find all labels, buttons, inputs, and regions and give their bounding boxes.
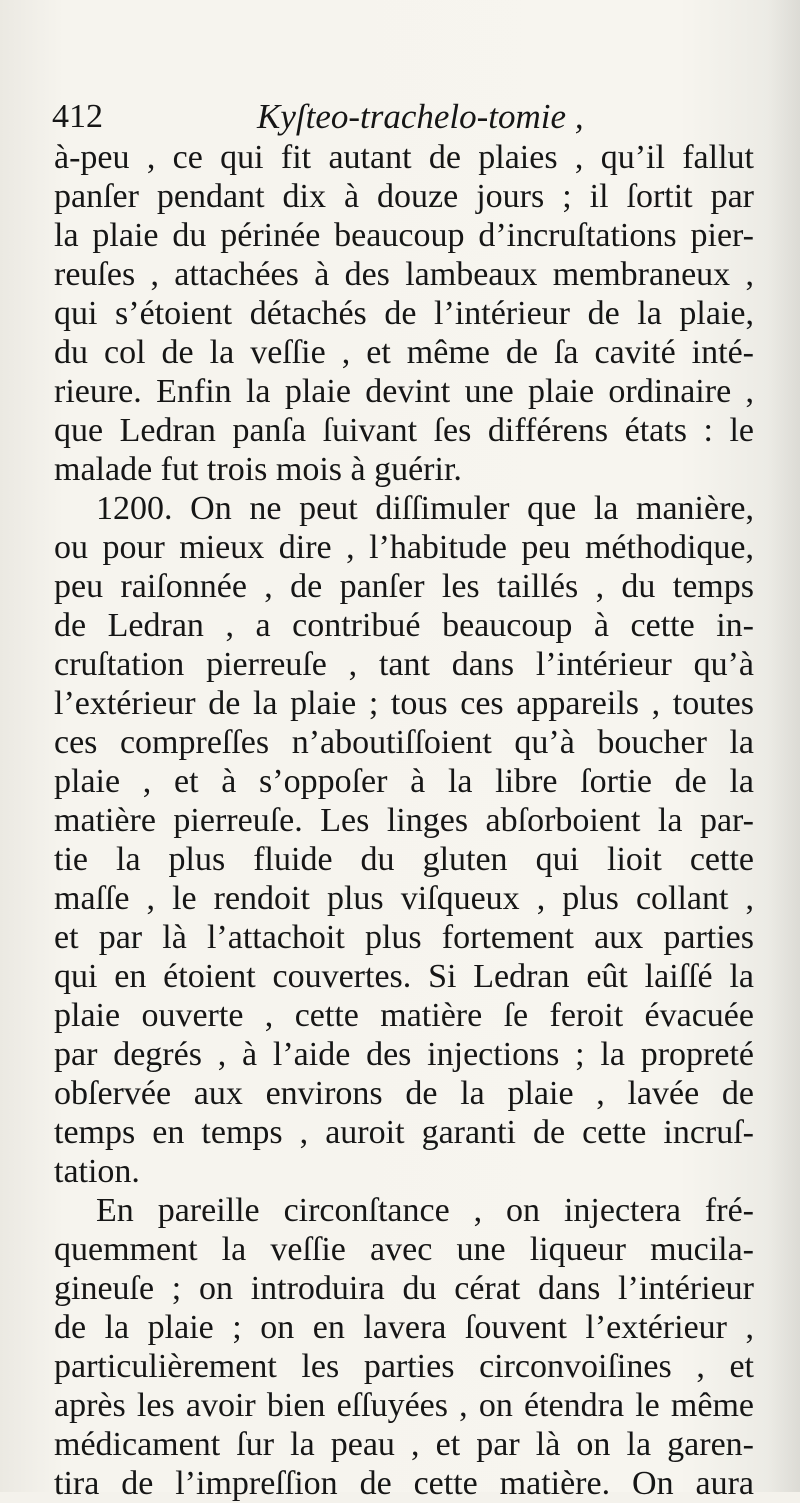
body-text: [54, 138, 754, 1503]
text-line: particulièrement les parties circonvoiſines , et: [54, 1348, 754, 1385]
text-line: temps en temps , auroit garanti de cette incruſ-: [54, 1114, 754, 1151]
text-line: tation.: [54, 1153, 140, 1190]
text-line: l’extérieur de la plaie ; tous ces appareils , toutes: [54, 685, 754, 722]
text-line: quemment la veſſie avec une liqueur mucila-: [54, 1231, 754, 1268]
page-number: 412: [52, 98, 103, 135]
text-line: maſſe , le rendoit plus viſqueux , plus collant ,: [54, 880, 754, 917]
text-line: après les avoir bien eſſuyées , on étendra le même: [54, 1387, 754, 1424]
page-header: [52, 94, 760, 140]
text-line: matière pierreuſe. Les linges abſorboient la par-: [54, 802, 754, 839]
text-line: plaie ouverte , cette matière ſe feroit évacuée: [54, 997, 754, 1034]
text-line: tira de l’impreſſion de cette matière. On aura: [54, 1465, 754, 1502]
text-line: que Ledran panſa ſuivant ſes différens états : le: [54, 412, 754, 449]
text-line: panſer pendant dix à douze jours ; il ſortit par: [54, 178, 754, 215]
text-line: En pareille circonſtance , on injectera fré-: [96, 1192, 754, 1229]
running-title: Kyſteo-trachelo-tomie ,: [257, 97, 584, 136]
text-line: médicament ſur la peau , et par là on la garen-: [54, 1426, 754, 1463]
text-line: cruſtation pierreuſe , tant dans l’intérieur qu’à: [54, 646, 754, 683]
text-line: gineuſe ; on introduira du cérat dans l’intérieur: [54, 1270, 754, 1307]
text-line: qui en étoient couvertes. Si Ledran eût laiſſé la: [54, 958, 754, 995]
text-line: ou pour mieux dire , l’habitude peu méthodique,: [54, 529, 754, 566]
text-line: la plaie du périnée beaucoup d’incruſtations pier-: [54, 217, 754, 254]
paragraph-en-pareille: [54, 1191, 754, 1503]
text-line: du col de la veſſie , et même de ſa cavité inté-: [54, 334, 754, 371]
text-line: rieure. Enfin la plaie devint une plaie ordinaire ,: [54, 373, 754, 410]
text-line: de la plaie ; on en lavera ſouvent l’extérieur ,: [54, 1309, 754, 1346]
text-line: plaie , et à s’oppoſer à la libre ſortie de la: [54, 763, 754, 800]
text-line: et par là l’attachoit plus fortement aux parties: [54, 919, 754, 956]
paragraph-continuation: [54, 138, 754, 489]
text-line: par degrés , à l’aide des injections ; la propreté: [54, 1036, 754, 1073]
text-line: 1200. On ne peut diſſimuler que la manière,: [96, 490, 754, 527]
text-line: ces compreſſes n’aboutiſſoient qu’à boucher la: [54, 724, 754, 761]
text-line: obſervée aux environs de la plaie , lavée de: [54, 1075, 754, 1112]
text-line: reuſes , attachées à des lambeaux membraneux ,: [54, 256, 754, 293]
text-line: malade fut trois mois à guérir.: [54, 451, 462, 488]
paragraph-1200: [54, 489, 754, 1191]
text-line: peu raiſonnée , de panſer les taillés , du temps: [54, 568, 754, 605]
text-line: de Ledran , a contribué beaucoup à cette in-: [54, 607, 754, 644]
text-line: qui s’étoient détachés de l’intérieur de la plaie,: [54, 295, 754, 332]
text-line: à-peu , ce qui fit autant de plaies , qu’il fallut: [54, 139, 754, 176]
text-line: tie la plus fluide du gluten qui lioit cette: [54, 841, 754, 878]
